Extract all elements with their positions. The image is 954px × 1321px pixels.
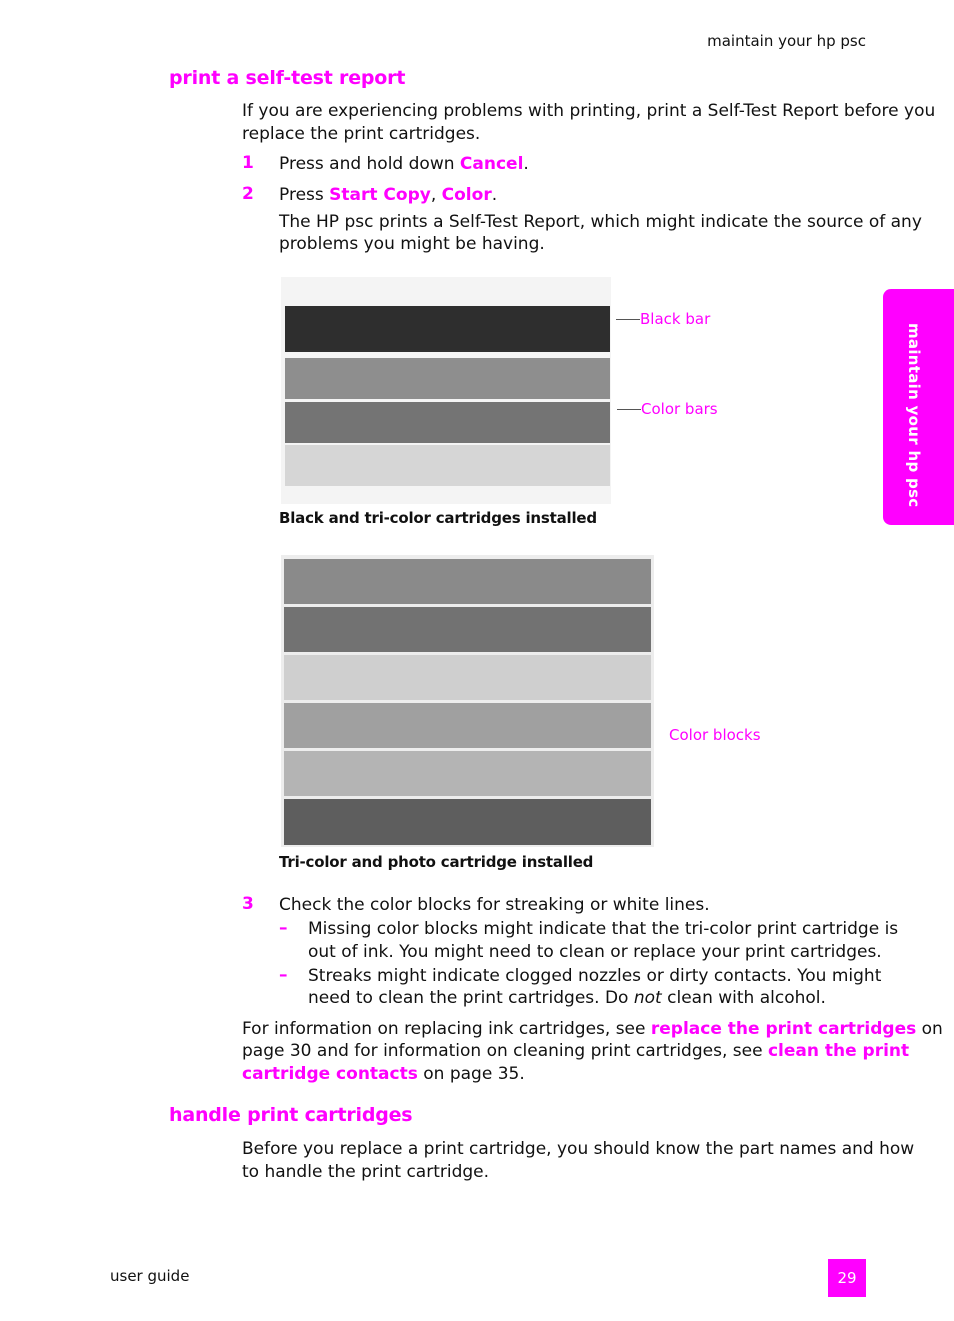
page-number: 29 (828, 1259, 866, 1297)
color-bars-label: Color bars (641, 400, 718, 418)
intro-line-1: If you are experiencing problems with printing, print a Self-Test Report before you (242, 101, 936, 121)
color-block-6 (284, 799, 651, 845)
color-block-3 (284, 655, 651, 700)
black-bar-leader (616, 319, 640, 320)
bullet-2-line-2-b: clean with alcohol. (661, 988, 826, 1008)
info-line-1-a: For information on replacing ink cartridges, see (242, 1019, 651, 1039)
section2-line-2: to handle the print cartridge. (242, 1162, 490, 1182)
bullet-1-line-1: Missing color blocks might indicate that the tri-color print cartridge is (308, 919, 899, 939)
color-block-1 (284, 559, 651, 604)
self-test-figure-2 (281, 555, 654, 847)
info-line-2 (242, 1040, 909, 1063)
running-header: maintain your hp psc (707, 32, 866, 50)
bullet-2-line-2-a: need to clean the print cartridges. Do (308, 988, 634, 1008)
black-bar-strip (285, 306, 610, 352)
bullet-1-line-2: out of ink. You might need to clean or replace your print cartridges. (308, 942, 882, 962)
color-bars-leader (617, 409, 641, 410)
step-2-desc-1: The HP psc prints a Self-Test Report, which might indicate the source of any (279, 212, 922, 232)
info-line-1-b: on (916, 1019, 943, 1039)
intro-line-2: replace the print cartridges. (242, 124, 481, 144)
section2-line-1: Before you replace a print cartridge, you should know the part names and how (242, 1139, 915, 1159)
replace-cartridges-link[interactable]: replace the print cartridges (650, 1019, 917, 1039)
bullet-1-dash: – (279, 918, 288, 938)
start-copy-key: Start Copy (329, 185, 431, 205)
footer-user-guide: user guide (110, 1267, 190, 1285)
step-1-end: . (523, 154, 529, 174)
bullet-2-emphasis: not (633, 988, 662, 1008)
section-heading-handle-cartridges: handle print cartridges (169, 1104, 413, 1126)
color-block-4 (284, 703, 651, 748)
color-blocks-label: Color blocks (669, 726, 761, 744)
black-bar-label: Black bar (640, 310, 711, 328)
bullet-2-dash: – (279, 965, 288, 985)
color-block-2 (284, 607, 651, 652)
side-tab-label: maintain your hp psc (905, 323, 923, 508)
color-block-5 (284, 751, 651, 796)
color-key: Color (441, 185, 492, 205)
step-2-number: 2 (242, 184, 254, 204)
side-tab (883, 289, 954, 525)
cancel-key: Cancel (459, 154, 524, 174)
color-bar-strip-2 (285, 402, 610, 443)
bullet-2-line-1: Streaks might indicate clogged nozzles or dirty contacts. You might (308, 966, 882, 986)
self-test-figure-1 (281, 277, 611, 504)
color-bar-strip-3 (285, 445, 610, 486)
step-2-prefix: Press (279, 185, 330, 205)
info-line-2-a: page 30 and for information on cleaning print cartridges, see (242, 1041, 768, 1061)
step-2-end: . (491, 185, 498, 205)
clean-contacts-link-part-2[interactable]: cartridge contacts (242, 1064, 418, 1084)
info-line-3 (242, 1063, 525, 1086)
clean-contacts-link-part-1[interactable]: clean the print (767, 1041, 910, 1061)
info-line-1 (242, 1018, 943, 1041)
step-2-text (279, 184, 497, 207)
section-heading-self-test: print a self-test report (169, 67, 406, 89)
step-3-number: 3 (242, 894, 254, 914)
step-1-number: 1 (242, 153, 254, 173)
figure-1-caption: Black and tri-color cartridges installed (279, 509, 597, 527)
figure-2-caption: Tri-color and photo cartridge installed (279, 853, 594, 871)
info-line-3-b: on page 35. (417, 1064, 525, 1084)
step-3-text: Check the color blocks for streaking or white lines. (279, 895, 710, 915)
step-2-desc-2: problems you might be having. (279, 234, 545, 254)
bullet-2-line-2 (308, 987, 826, 1010)
step-1-prefix: Press and hold down (279, 154, 460, 174)
color-bar-strip-1 (285, 358, 610, 399)
step-1-text (279, 153, 529, 176)
step-2-sep: , (430, 185, 442, 205)
